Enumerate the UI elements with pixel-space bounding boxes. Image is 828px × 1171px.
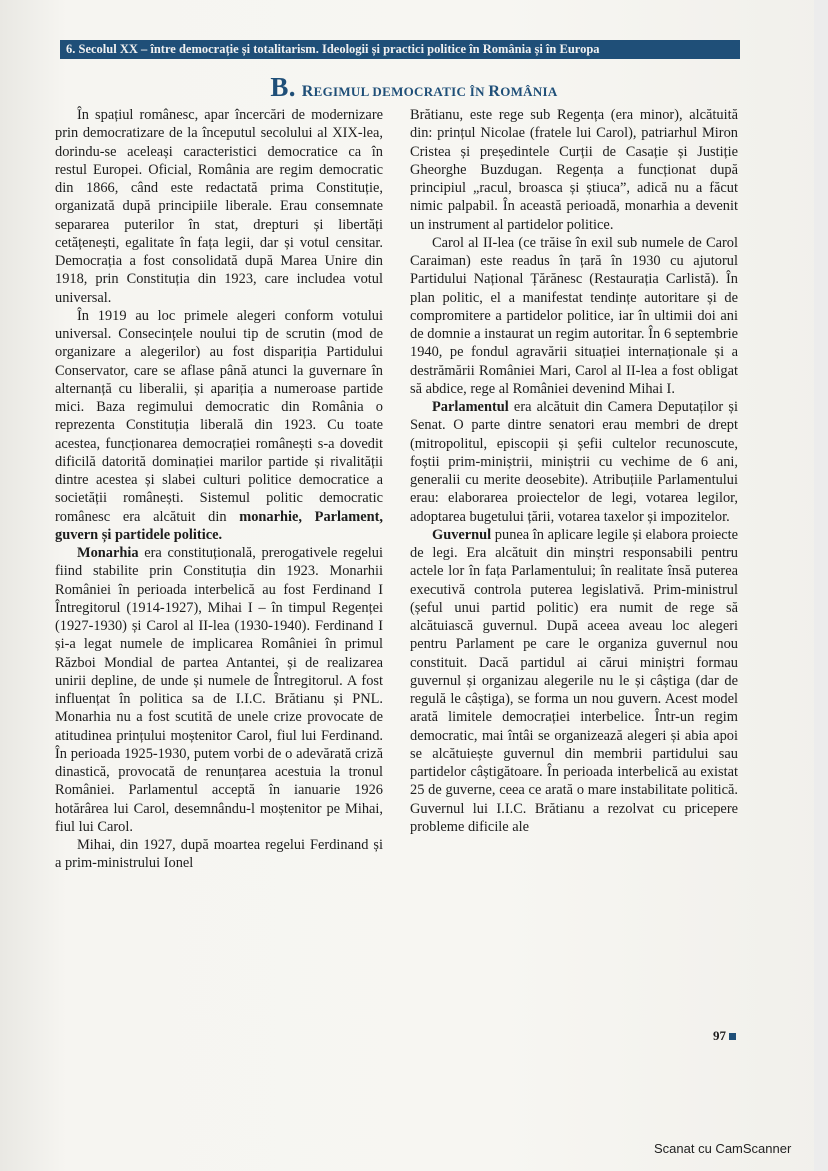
- paragraph-text: era constituțională, prerogativele regelui fiind stabilite prin Constituția din 1923. Monarhii României în perioada interbelică au fost Ferdinand I Întregitorul (1914-1927), Mihai I – în timpul Regenței (1927-1930) și Carol al II-lea (1930-1940). Ferdinand I și-a legat numele de implicarea României în primul Război Mondial de partea Antantei, și de realizarea unirii depline, de unde și numele de Întregitorul. A fost influențat în politica sa de I.I.C. Brătianu și PNL. Monarhia nu a fost scutită de unele crize provocate de atitudinea prințului moștenitor Carol, fiul lui Ferdinand. În perioada 1925-1930, putem vorbi de o adevărată criză dinastică, provocată de renunțarea acestuia la tronul României. Parlamentul acceptă în ianuarie 1926 hotărârea lui Carol, desemnându-l moștenitor pe Mihai, fiul lui Carol.: [55, 545, 383, 835]
- square-marker-icon: [729, 1033, 736, 1040]
- paragraph: [55, 307, 383, 544]
- paragraph: Carol al II-lea (ce trăise în exil sub numele de Carol Caraiman) este readus în țară în 1930 cu ajutorul Partidului Național Țărănesc (Restaurația Carlistă). În plan politic, el a manifestat tendințe autoritare și de compromitere a partidelor politice, iar în ultimii doi ani de domnie a instaurat un regim autoritar. În 6 septembrie 1940, pe fondul agravării situației internaționale și a destrămării României Mari, Carol al II-lea a fost obligat să abdice, rege al României devenind Mihai I.: [410, 234, 738, 397]
- paragraph-text: În 1919 au loc primele alegeri conform votului universal. Consecințele noului tip de scrutin (mod de organizare a alegerilor) au fost dispariția Partidului Conservator, care se aflase până atunci la guvernare în alternanță cu liberalii, și apariția a numeroase partide mici. Baza regimului democratic din România o reprezenta Constituția liberală din 1923. Cu toate acestea, funcționarea democrației românești s-a dovedit dificilă datorită dominației marilor partide și rivalității dintre acestea și slabei culturi politice democratice a societății românești. Sistemul politic democratic românesc era alcătuit din: [55, 307, 383, 525]
- chapter-header-text: 6. Secolul XX – între democrație și totalitarism. Ideologii și practici politice în România și în Europa: [66, 42, 600, 56]
- page-number: [713, 1028, 736, 1044]
- keyword-bold: Monarhia: [77, 545, 139, 561]
- paragraph-text: era alcătuit din Camera Deputaților și Senat. O parte dintre senatori erau membri de drept (mitropolitul, episcopii și șefii cultelor recunoscute, foștii prim-miniștrii, miniștrii cu vechime de 6 ani, generalii cu merite deosebite). Atribuțiile Parlamentului erau: elaborarea proiectelor de legi, votarea legilor, adoptarea bugetului țării, votarea taxelor și impozitelor.: [410, 399, 738, 525]
- keyword-bold: Guvernul: [432, 526, 492, 543]
- section-title-initial-2: R: [488, 83, 501, 100]
- section-title: [0, 72, 828, 103]
- scanner-watermark: Scanat cu CamScanner: [654, 1141, 792, 1156]
- paragraph: Brătianu, este rege sub Regența (era minor), alcătuită din: prințul Nicolae (fratele lui Carol), patriarhul Miron Cristea și președintele Curții de Casație și Justiție Gheorghe Buzdugan. Regența a funcționat după principiul „racul, broasca și știuca”, adică nu a făcut nimic palpabil. În această perioadă, monarhia a devenit un instrument al partidelor politice.: [410, 107, 738, 233]
- section-title-part: EGIMUL DEMOCRATIC ÎN: [313, 84, 489, 99]
- chapter-header-bar: [60, 40, 740, 59]
- paragraph: [410, 526, 738, 836]
- section-title-initial: R: [301, 83, 314, 100]
- page-edge: [814, 0, 828, 1171]
- keyword-bold: monarhie, Parlament, guvern și partidele politice.: [55, 508, 383, 543]
- paragraph: În spațiul românesc, apar încercări de modernizare prin democratizare de la începutul secolului al XIX-lea, dorindu-se aceleași caracteristici democratice ca în restul Europei. Oficial, România are regim democratic din 1866, când este redactată prima Constituție, organizată după principiile liberale. Erau consemnate separarea puterilor în stat, drepturi și libertăți cetățenești, egalitate în fața legii, dar și votul censitar. Democrația a fost consolidată după Marea Unire din 1918, prin Constituția din 1923, care includea votul universal.: [55, 107, 383, 306]
- section-letter: B.: [270, 72, 296, 102]
- section-title-part-2: OMÂNIA: [500, 84, 558, 99]
- keyword-bold: Parlamentul: [432, 399, 509, 415]
- paragraph: Mihai, din 1927, după moartea regelui Ferdinand și a prim-ministrului Ionel: [55, 837, 383, 872]
- paragraph: [410, 398, 738, 526]
- page-number-text: 97: [713, 1028, 726, 1043]
- paragraph-text: punea în aplicare legile și elabora proiecte de legi. Era alcătuit din minștri responsabili pentru actele lor în fața Parlamentului; în realitate însă puterea executivă controla puterea legislativă. Prim-ministrul (șeful unui partid politic) era numit de rege să alcătuiască guvernul. După aceea aveau loc alegeri pentru Parlament pe care le organiza guvernul nou constituit. Dacă partidul ai cărui miniștri formau guvernul și organizau alegerile nu le și câștiga (dar de regulă le câștiga), se forma un nou guvern. Acest model arată limitele democrației interbelice. Într-un regim democratic, mai întâi se organizează alegeri și abia apoi se alcătuiește guvernul din membrii partidului sau partidelor câștigătoare. În perioada interbelică au existat 25 de guverne, ceea ce arată o mare instabilitate politică. Guvernul lui I.I.C. Brătianu a rezolvat cu pricepere probleme dificile ale: [410, 526, 738, 835]
- left-column: [55, 106, 383, 873]
- paragraph: [55, 544, 383, 836]
- right-column: [410, 106, 738, 836]
